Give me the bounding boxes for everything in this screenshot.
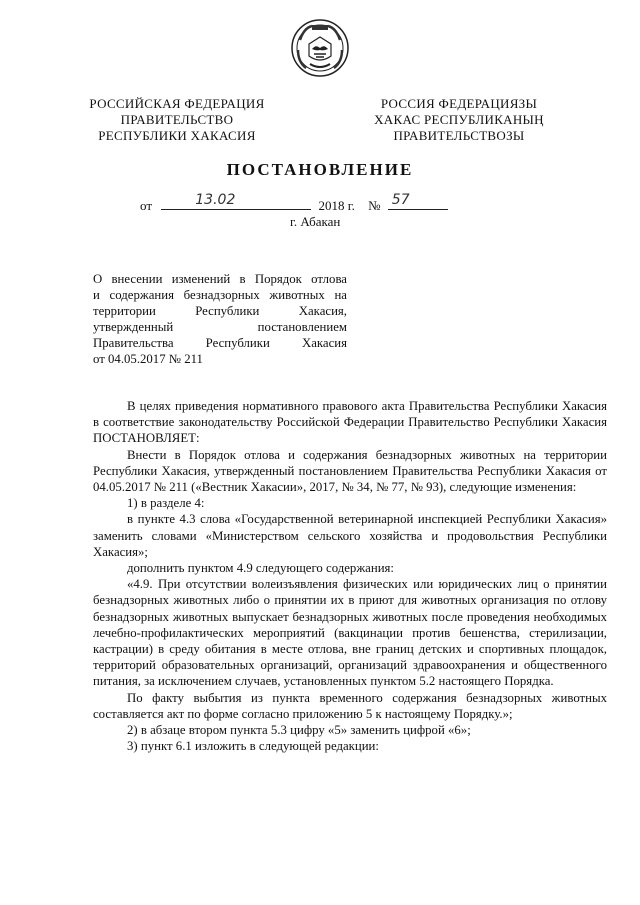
date-handwritten: 13.02 bbox=[195, 192, 236, 208]
number-sign: № bbox=[368, 198, 381, 213]
subject-line: О внесении изменений в Порядок отлова bbox=[93, 272, 347, 286]
date-prefix: от bbox=[140, 198, 153, 213]
body-paragraph: По факту выбытия из пункта временного содержания безнадзорных животных составляется акт по форме согласно приложению 5 к настоящему Порядку.»; bbox=[93, 690, 607, 721]
header-khakas bbox=[344, 96, 574, 144]
header-left-line-1: РОССИЙСКАЯ ФЕДЕРАЦИЯ bbox=[89, 96, 265, 111]
subject-line: и содержания безнадзорных животных на bbox=[93, 288, 347, 302]
number-field bbox=[388, 192, 448, 210]
body-paragraph: «4.9. При отсутствии волеизъявления физических или юридических лиц о принятии безнадзорных животных либо о принятии их в приют для животных организация по отлову безнадзорных животных выпускает безнадзорных животных после проведения необходимых лечебно-профилактических мероприятий (вакцинации против бешенства, стерилизации, кастрации) в среду обитания в месте отлова, вне границ детских и спортивных площадок, территорий образовательных организаций, организаций здравоохранения и общественного питания, за исключением случаев, установленных пунктом 5.2 настоящего Порядка. bbox=[93, 577, 607, 689]
subject-line: от 04.05.2017 № 211 bbox=[93, 352, 203, 366]
document-body bbox=[93, 398, 607, 754]
header-left-line-3: РЕСПУБЛИКИ ХАКАСИЯ bbox=[98, 128, 256, 143]
body-paragraph: дополнить пунктом 4.9 следующего содержания: bbox=[127, 561, 394, 576]
body-paragraph: В целях приведения нормативного правового акта Правительства Республики Хакасия в соответствие законодательству Российской Федерации Правительство Республики Хакасия ПОСТАНОВЛЯЕТ: bbox=[93, 399, 607, 446]
date-number-line bbox=[140, 192, 540, 214]
body-paragraph: Внести в Порядок отлова и содержания безнадзорных животных на территории Республики Хакасия, утвержденный постановлением Правительства Республики Хакасия от 04.05.2017 № 211 («Вестник Хакасии», 2017, № 34, № 77, № 93), следующие изменения: bbox=[93, 447, 607, 495]
header-left-line-2: ПРАВИТЕЛЬСТВО bbox=[120, 112, 234, 127]
header-right-line-2: ХАКАС РЕСПУБЛИКАНЫҢ bbox=[374, 112, 544, 127]
body-paragraph: 3) пункт 6.1 изложить в следующей редакции: bbox=[127, 739, 379, 754]
document-title: ПОСТАНОВЛЕНИЕ bbox=[226, 160, 414, 179]
number-handwritten: 57 bbox=[391, 192, 410, 208]
date-field bbox=[161, 192, 311, 210]
subject-line: утвержденный постановлением bbox=[93, 320, 347, 334]
header-right-line-3: ПРАВИТЕЛЬСТВОЗЫ bbox=[393, 128, 525, 143]
body-paragraph: в пункте 4.3 слова «Государственной ветеринарной инспекцией Республики Хакасия» заменить словами «Министерством сельского хозяйства и продовольствия Республики Хакасия»; bbox=[93, 512, 607, 559]
document-subject bbox=[93, 271, 347, 367]
body-paragraph: 2) в абзаце втором пункта 5.3 цифру «5» заменить цифрой «6»; bbox=[127, 723, 471, 738]
date-year: 2018 г. bbox=[318, 198, 355, 213]
body-paragraph: 1) в разделе 4: bbox=[127, 496, 205, 511]
subject-line: территории Республики Хакасия, bbox=[93, 304, 347, 318]
header-russian bbox=[62, 96, 292, 144]
coat-of-arms-emblem bbox=[290, 18, 350, 78]
city-name: г. Абакан bbox=[290, 214, 341, 229]
subject-line: Правительства Республики Хакасия bbox=[93, 336, 347, 350]
header-right-line-1: РОССИЯ ФЕДЕРАЦИЯЗЫ bbox=[380, 96, 538, 111]
